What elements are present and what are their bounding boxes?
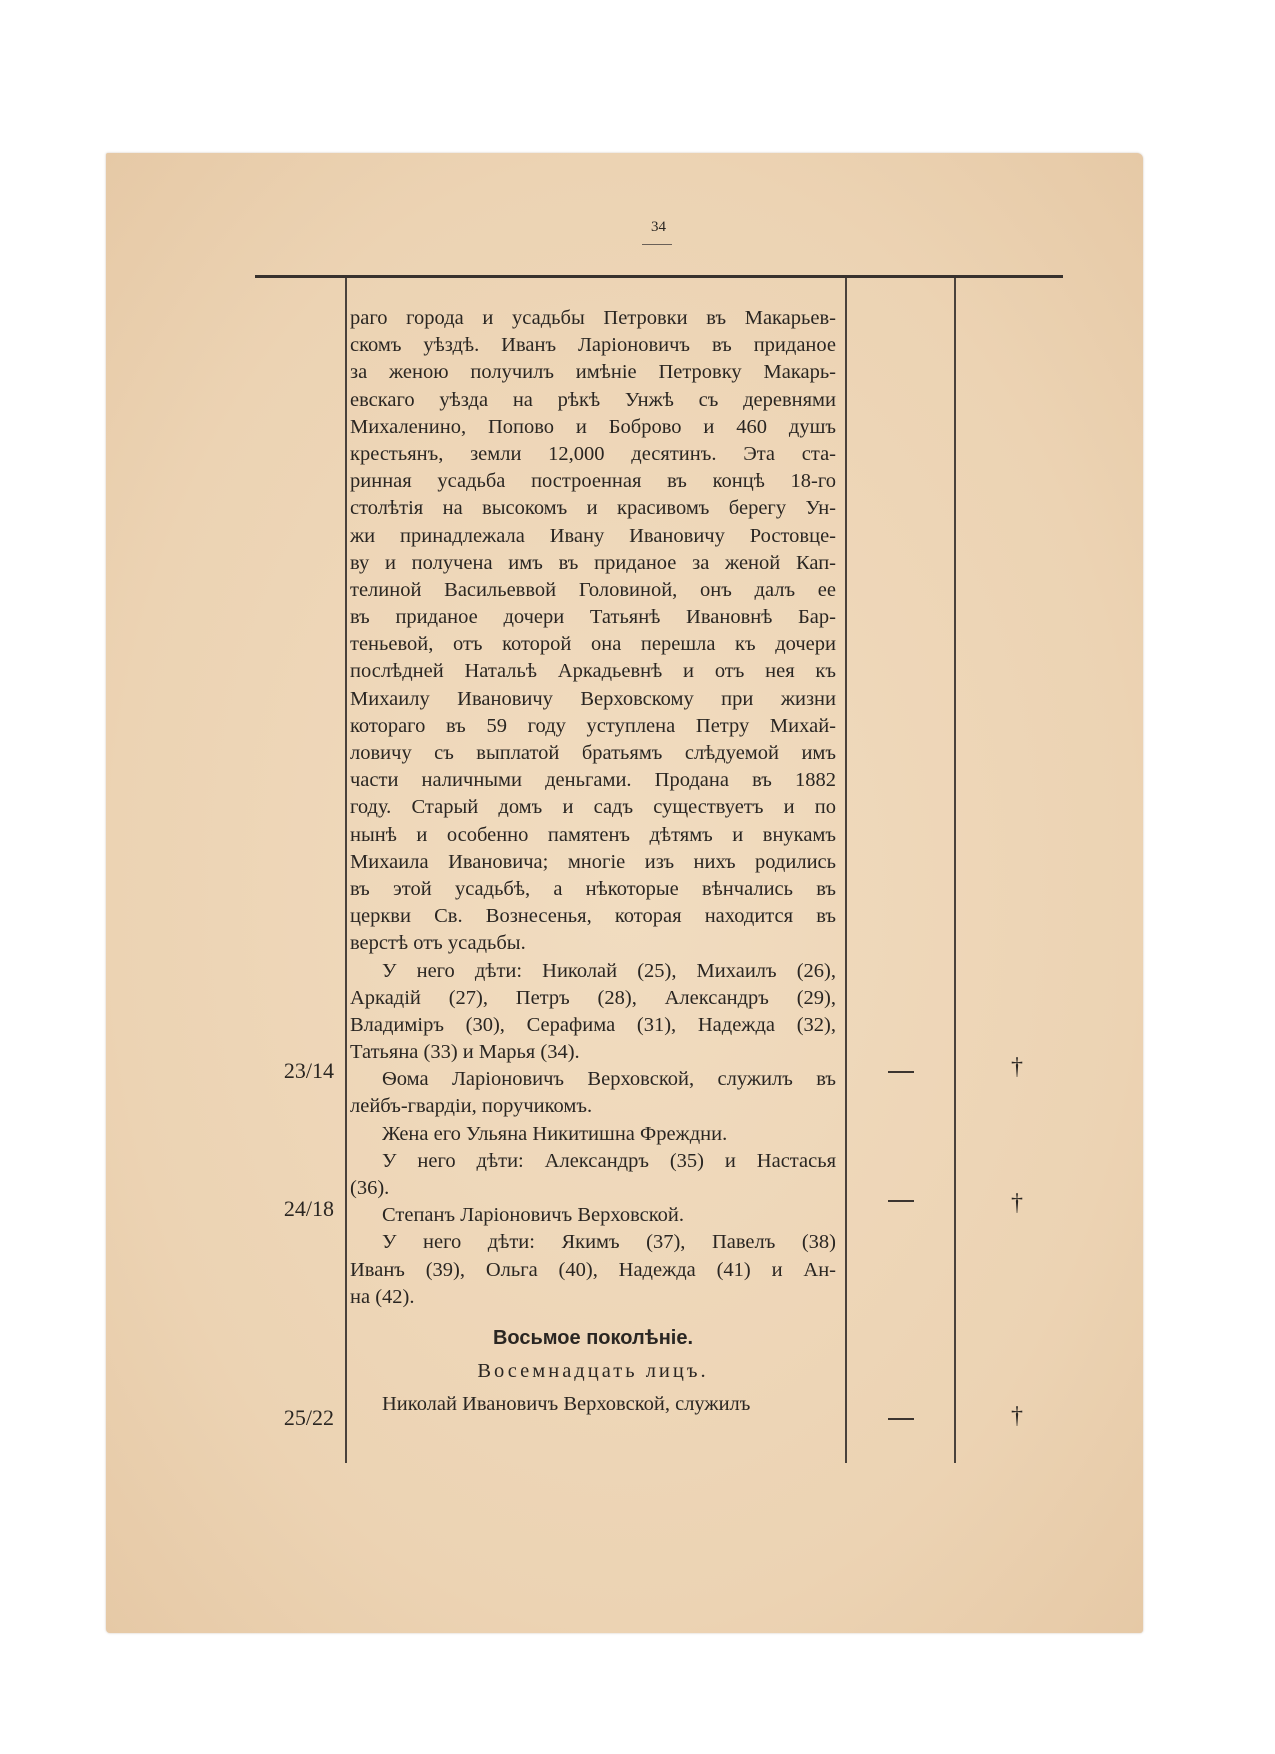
entry-23-children: (36). — [350, 1177, 390, 1199]
middle-column-dash — [888, 1071, 914, 1073]
text-line: верстѣ отъ усадьбы. — [350, 932, 526, 955]
children-line: Татьяна (33) и Марья (34). — [350, 1041, 580, 1064]
text-line: скомъ уѣздѣ. Иванъ Ларіоновичъ въ приданое — [350, 334, 836, 357]
text-line: раго города и усадьбы Петровки въ Макарьев- — [350, 307, 836, 329]
page-number-rule — [642, 244, 672, 245]
text-line: телиной Васильеввой Головиной, онъ далъ ее — [350, 578, 836, 601]
death-mark: † — [1011, 1054, 1023, 1080]
text-line: ловичу съ выплатой братьямъ слѣдуемой имъ — [350, 742, 836, 764]
text-line: котораго въ 59 году уступлена Петру Михай- — [350, 714, 836, 737]
text-line: жи принадлежала Ивану Ивановичу Ростовце- — [350, 524, 836, 547]
entry-number-25: 25/22 — [283, 1405, 334, 1430]
entry-24-children: Иванъ (39), Ольга (40), Надежда (41) и Ан- — [350, 1258, 836, 1281]
text-line: за женою получилъ имѣніе Петровку Макарь- — [350, 361, 836, 384]
column-divider-left — [345, 278, 347, 1463]
children-line: Аркадій (27), Петръ (28), Александръ (29), — [350, 986, 836, 1009]
text-line: церкви Св. Вознесенья, которая находится въ — [350, 905, 836, 928]
text-line: году. Старый домъ и садъ существуетъ и по — [350, 796, 836, 819]
text-line: ринная усадьба построенная въ концѣ 18-го — [350, 470, 836, 493]
entry-25-line: Николай Ивановичъ Верховской, служилъ — [382, 1393, 751, 1416]
text-line: части наличными деньгами. Продана въ 1882 — [350, 769, 836, 792]
death-mark: † — [1011, 1403, 1023, 1429]
entry-24-children: У него дѣти: Якимъ (37), Павелъ (38) — [382, 1231, 836, 1254]
middle-column-dash — [888, 1418, 914, 1420]
entry-23-line: Ѳома Ларіоновичъ Верховской, служилъ въ — [382, 1068, 836, 1091]
entry-number-23: 23/14 — [283, 1058, 334, 1083]
text-line: послѣдней Натальѣ Аркадьевнѣ и отъ нея къ — [350, 660, 836, 683]
text-line: въ приданое дочери Татьянѣ Ивановнѣ Бар- — [350, 606, 836, 629]
death-mark: † — [1011, 1190, 1023, 1216]
entry-24-children: на (42). — [350, 1285, 415, 1308]
text-line: евскаго уѣзда на рѣкѣ Унжѣ съ деревнями — [350, 388, 836, 411]
section-subheading: Восемнадцать лицъ. — [477, 1360, 709, 1383]
text-line: нынѣ и особенно памятенъ дѣтямъ и внукамъ — [350, 823, 836, 846]
entry-23-children: У него дѣти: Александръ (35) и Настасья — [382, 1149, 836, 1172]
text-line: Михаилу Ивановичу Верховскому при жизни — [350, 687, 836, 710]
text-line: Михаленино, Попово и Боброво и 460 душъ — [350, 415, 836, 438]
entry-number-24: 24/18 — [283, 1196, 334, 1221]
children-line: У него дѣти: Николай (25), Михаилъ (26), — [382, 959, 836, 982]
text-line: Михаила Ивановича; многіе изъ нихъ родились — [350, 850, 836, 873]
entry-24-line: Степанъ Ларіоновичъ Верховской. — [382, 1204, 684, 1227]
column-divider-middle — [845, 278, 847, 1463]
text-line: въ этой усадьбѣ, а нѣкоторые вѣнчались въ — [350, 877, 836, 900]
text-line: теньевой, отъ которой она перешла къ дочери — [350, 633, 836, 656]
text-line: ву и получена имъ въ приданое за женой Кап- — [350, 551, 836, 574]
entry-23-line: лейбъ-гвардіи, поручикомъ. — [350, 1095, 593, 1118]
header-rule — [255, 275, 1063, 278]
entry-23-wife: Жена его Ульяна Никитишна Фреждни. — [382, 1122, 728, 1145]
main-text-column — [350, 305, 836, 1419]
section-heading: Восьмое поколѣніе. — [492, 1326, 694, 1349]
text-line: крестьянъ, земли 12,000 десятинъ. Эта ста- — [350, 442, 836, 465]
text-line: столѣтія на высокомъ и красивомъ берегу Ун- — [350, 497, 836, 520]
page-number: 34 — [651, 219, 666, 235]
column-divider-right — [954, 278, 956, 1463]
children-line: Владиміръ (30), Серафима (31), Надежда (32), — [350, 1013, 836, 1036]
middle-column-dash — [888, 1200, 914, 1202]
